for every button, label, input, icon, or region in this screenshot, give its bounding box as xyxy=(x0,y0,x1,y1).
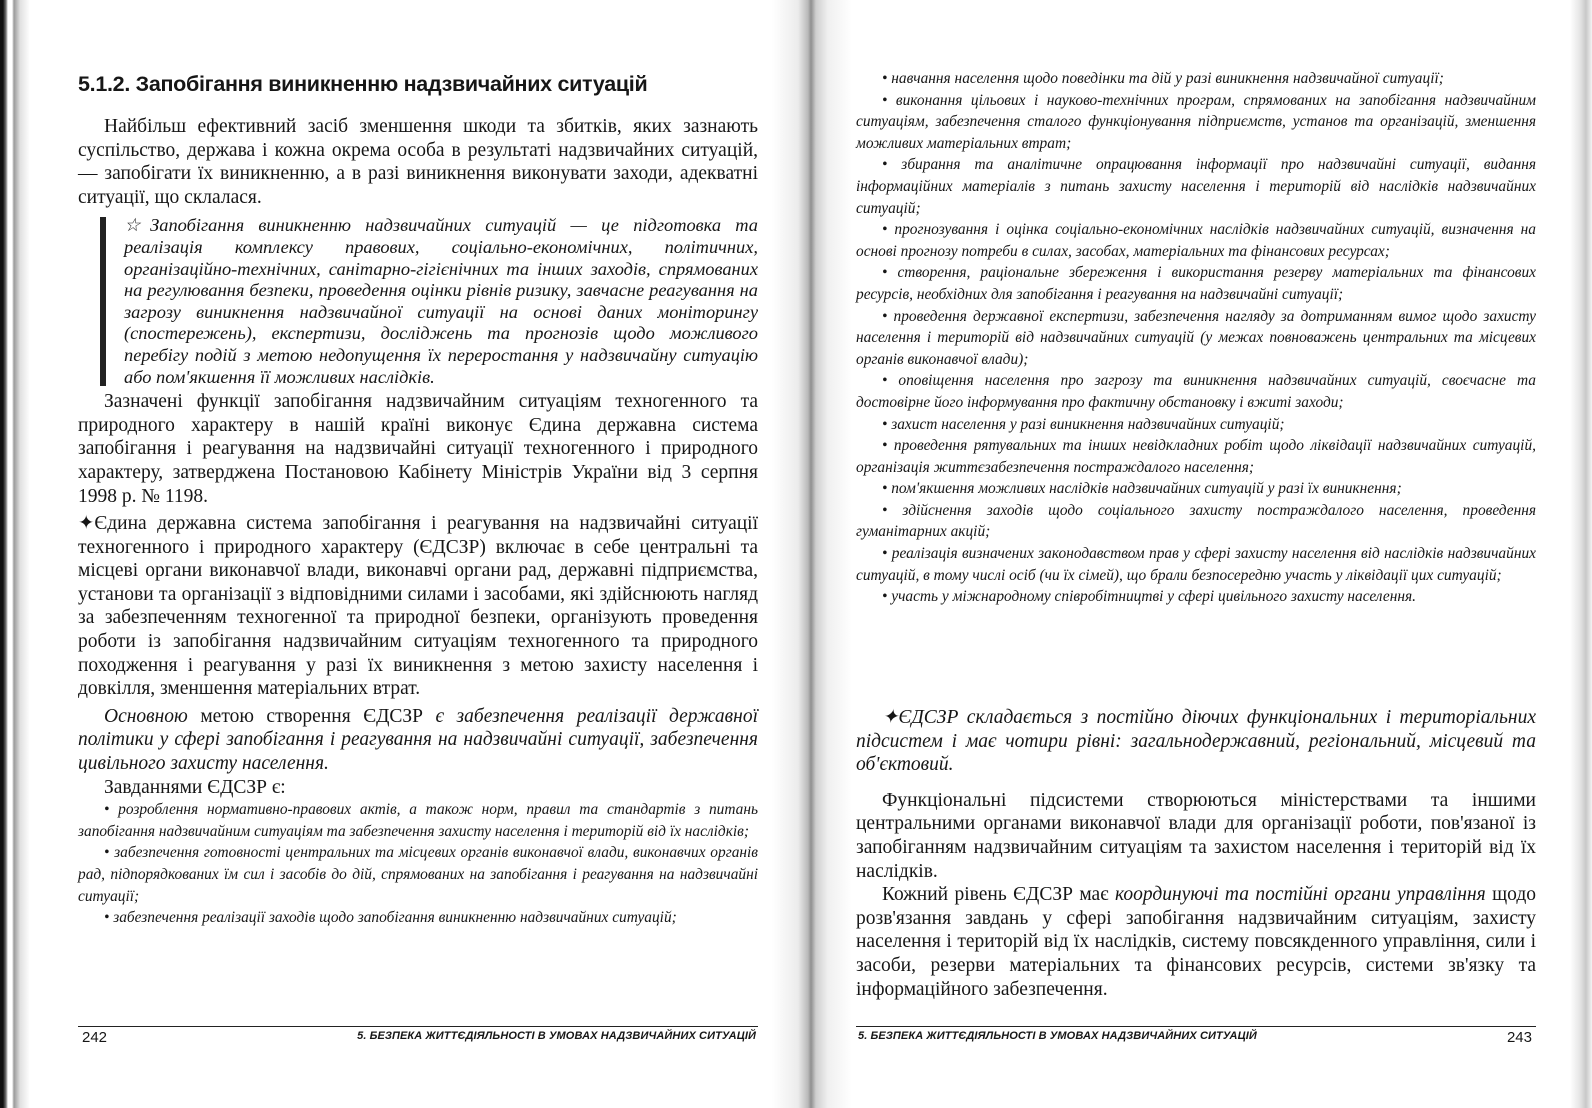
text-run: • виконання цільових і науково-технічних програм, спрямованих на запобігання надзвичайним ситуаціям, забезпечення сталого функціонування підприємств, установ та організацій, зменшення можливих матеріальних втрат; xyxy=(856,91,1536,152)
page-number: 242 xyxy=(82,1029,108,1046)
text-run: • захист населення у разі виникнення надзвичайних ситуацій; xyxy=(882,415,1285,433)
list-item xyxy=(856,435,1536,478)
list-item xyxy=(78,799,758,842)
list-item xyxy=(856,306,1536,371)
page-edge-shadow xyxy=(0,0,30,1108)
text-run: Основною xyxy=(104,705,188,727)
text-run: • створення, раціональне збереження і використання резерву матеріальних та фінансових ресурсів, необхідних для запобігання і реагування на надзвичайні ситуації; xyxy=(856,264,1536,303)
text-run: • розроблення нормативно-правових актів, а також норм, правил та стандартів з питань запобігання надзвичайним ситуаціям та забезпечення захисту населення і територій від їх наслідків; xyxy=(78,801,758,840)
paragraph xyxy=(78,776,758,800)
paragraph xyxy=(856,883,1536,1001)
list-item xyxy=(856,478,1536,500)
text-run: • пом'якшення можливих наслідків надзвичайних ситуацій у разі їх виникнення; xyxy=(882,480,1402,498)
definition-marker-bar xyxy=(100,217,106,386)
definition-box xyxy=(78,215,758,388)
section-title: 5.1.2. Запобігання виникненню надзвичайних ситуацій xyxy=(78,72,648,96)
paragraph xyxy=(856,706,1536,777)
text-run: • оповіщення населення про загрозу та виникнення надзвичайних ситуацій, своєчасне та достовірне його інформування про фактичну обстановку і вжиті заходи; xyxy=(856,372,1536,411)
text-run: щодо розв'язання завдань у сфері запобігання надзвичайним ситуаціям, захисту населення і територій від їх наслідків, систему повсякденного управління, сили і засоби, резерви матеріальних та фінансових ресурсів, системи зв'язку та інформаційного забезпечення. xyxy=(856,884,1537,1000)
text-run: ✦ЄДСЗР складається з постійно діючих функціональних і територіальних підсистем і має чотири рівні: загальнодержавний, регіональний, місцевий та об'єктовий. xyxy=(856,707,1536,776)
list-item xyxy=(856,370,1536,413)
paragraph xyxy=(78,390,758,508)
right-page-task-list xyxy=(856,68,1536,608)
list-item xyxy=(856,90,1536,155)
text-run: • забезпечення готовності центральних та місцевих органів виконавчої влади, виконавчих органів рад, підпорядкованих їм сил і засобів до дій, спрямованих на запобігання і реагування на надзвичайні ситуації; xyxy=(78,844,758,905)
paragraph xyxy=(78,512,758,701)
text-run: метою створення ЄДСЗР xyxy=(187,705,436,727)
list-item xyxy=(856,586,1536,608)
text-run: • забезпечення реалізації заходів щодо запобігання виникненню надзвичайних ситуацій; xyxy=(104,909,677,927)
text-run: ✦Єдина державна система запобігання і реагування на надзвичайні ситуації техногенного і природного характеру (ЄДСЗР) включає в себе центральні та місцеві органи виконавчої влади, виконавчі органи рад, державні підприємства, установи та організації з відповідними силами і засобами, які здійснюють нагляд за забезпеченням техногенної та природної безпеки, організують проведення роботи із запобігання надзвичайним ситуаціям техногенного та природного походження і реагування у разі їх виникнення з метою захисту населення і довкілля, зменшення матеріальних втрат. xyxy=(78,513,758,700)
left-page xyxy=(78,0,758,1108)
paragraph xyxy=(78,705,758,776)
list-item xyxy=(856,68,1536,90)
text-run: • навчання населення щодо поведінки та дій у разі виникнення надзвичайної ситуації; xyxy=(882,70,1444,87)
page-edge-shadow-right xyxy=(1570,0,1592,1108)
text-run: є забезпечення реалізації державної політики у сфері запобігання і реагування на надзвичайні ситуації, забезпечення цивільного захисту населення. xyxy=(78,705,758,775)
right-page-footer xyxy=(856,1026,1536,1047)
text-run: Завданнями ЄДСЗР є: xyxy=(104,776,286,798)
list-item xyxy=(856,543,1536,586)
text-run: • проведення державної експертизи, забезпечення нагляду за дотриманням вимог щодо захисту населення і територій від надзвичайних ситуацій (у межах повноважень центральних та місцевих органів виконавчої влади); xyxy=(856,307,1536,368)
right-page-text xyxy=(856,706,1536,1001)
list-item xyxy=(78,907,758,929)
text-run: • здійснення заходів щодо соціального захисту постраждалого населення, проведення гуманітарних акцій; xyxy=(856,501,1536,541)
list-item xyxy=(856,219,1536,262)
list-item xyxy=(856,500,1536,543)
text-run: Кожний рівень ЄДСЗР має xyxy=(882,884,1115,906)
right-page xyxy=(856,0,1536,1108)
text-run: • реалізація визначених законодавством прав у сфері захисту населення від наслідків надзвичайних ситуацій, в тому числі осіб (чи їх сімей), що брали безпосередню участь у ліквідації цих ситуацій; xyxy=(856,545,1536,584)
book-gutter xyxy=(772,0,852,1108)
paragraph xyxy=(856,789,1536,883)
running-title: 5. БЕЗПЕКА ЖИТТЄДІЯЛЬНОСТІ В УМОВАХ НАДЗВИЧАЙНИХ СИТУАЦІЙ xyxy=(858,1030,1257,1042)
left-page-text xyxy=(78,115,758,929)
definition-text xyxy=(124,215,758,388)
text-run: Функціональні підсистеми створюються міністерствами та іншими центральними органами виконавчої влади для організації роботи, пов'язаної із запобіганням надзвичайним ситуаціям та захистом населення і територій від їх наслідків. xyxy=(856,789,1536,882)
list-item xyxy=(78,842,758,907)
list-item xyxy=(856,414,1536,436)
text-run: координуючі та постійні органи управління xyxy=(1115,884,1486,906)
text-run: • участь у міжнародному співробітництві у сфері цивільного захисту населення. xyxy=(882,588,1417,606)
paragraph xyxy=(78,115,758,209)
text-run: Найбільш ефективний засіб зменшення шкоди та збитків, яких зазнають суспільство, держава і кожна окрема особа в результаті надзвичайних ситуацій, — запобігати їх виникненню, а в разі виникнення виконувати заходи, адекватні ситуації, що склалася. xyxy=(78,116,758,208)
text-run: ☆Запобігання виникненню надзвичайних ситуацій — це підготовка та реалізація комплексу правових, соціально-економічних, політичних, організаційно-технічних, санітарно-гігієнічних та інших заходів, спрямованих на регулювання безпеки, проведення оцінки рівнів ризику, завчасне реагування на загрозу виникнення надзвичайної ситуації на основі даних моніторингу (спостережень), експертизи, досліджень та прогнозів щодо можливого перебігу подій з метою недопущення їх переростання у надзвичайну ситуацію або пом'якшення її можливих наслідків. xyxy=(124,215,758,387)
text-run: • проведення рятувальних та інших невідкладних робіт щодо ліквідації надзвичайних ситуацій, організація життєзабезпечення постраждалого населення; xyxy=(856,437,1536,476)
page-number: 243 xyxy=(1506,1029,1532,1046)
running-title: 5. БЕЗПЕКА ЖИТТЄДІЯЛЬНОСТІ В УМОВАХ НАДЗВИЧАЙНИХ СИТУАЦІЙ xyxy=(357,1030,756,1042)
list-item xyxy=(856,154,1536,219)
text-run: • збирання та аналітичне опрацювання інформації про надзвичайні ситуації, видання інформаційних матеріалів з питань захисту населення і територій від наслідків надзвичайних ситуацій; xyxy=(856,156,1536,217)
text-run: • прогнозування і оцінка соціально-економічних наслідків надзвичайних ситуацій, визначення на основі прогнозу потреби в силах, засобах, матеріальних та фінансових ресурсах; xyxy=(856,221,1536,260)
left-page-footer xyxy=(78,1026,758,1047)
list-item xyxy=(856,262,1536,305)
text-run: Зазначені функції запобігання надзвичайним ситуаціям техногенного та природного характеру в нашій країні виконує Єдина державна система запобігання і реагування на надзвичайні ситуації техногенного і природного характеру, затверджена Постановою Кабінету Міністрів України від 3 серпня 1998 р. № 1198. xyxy=(78,391,758,507)
